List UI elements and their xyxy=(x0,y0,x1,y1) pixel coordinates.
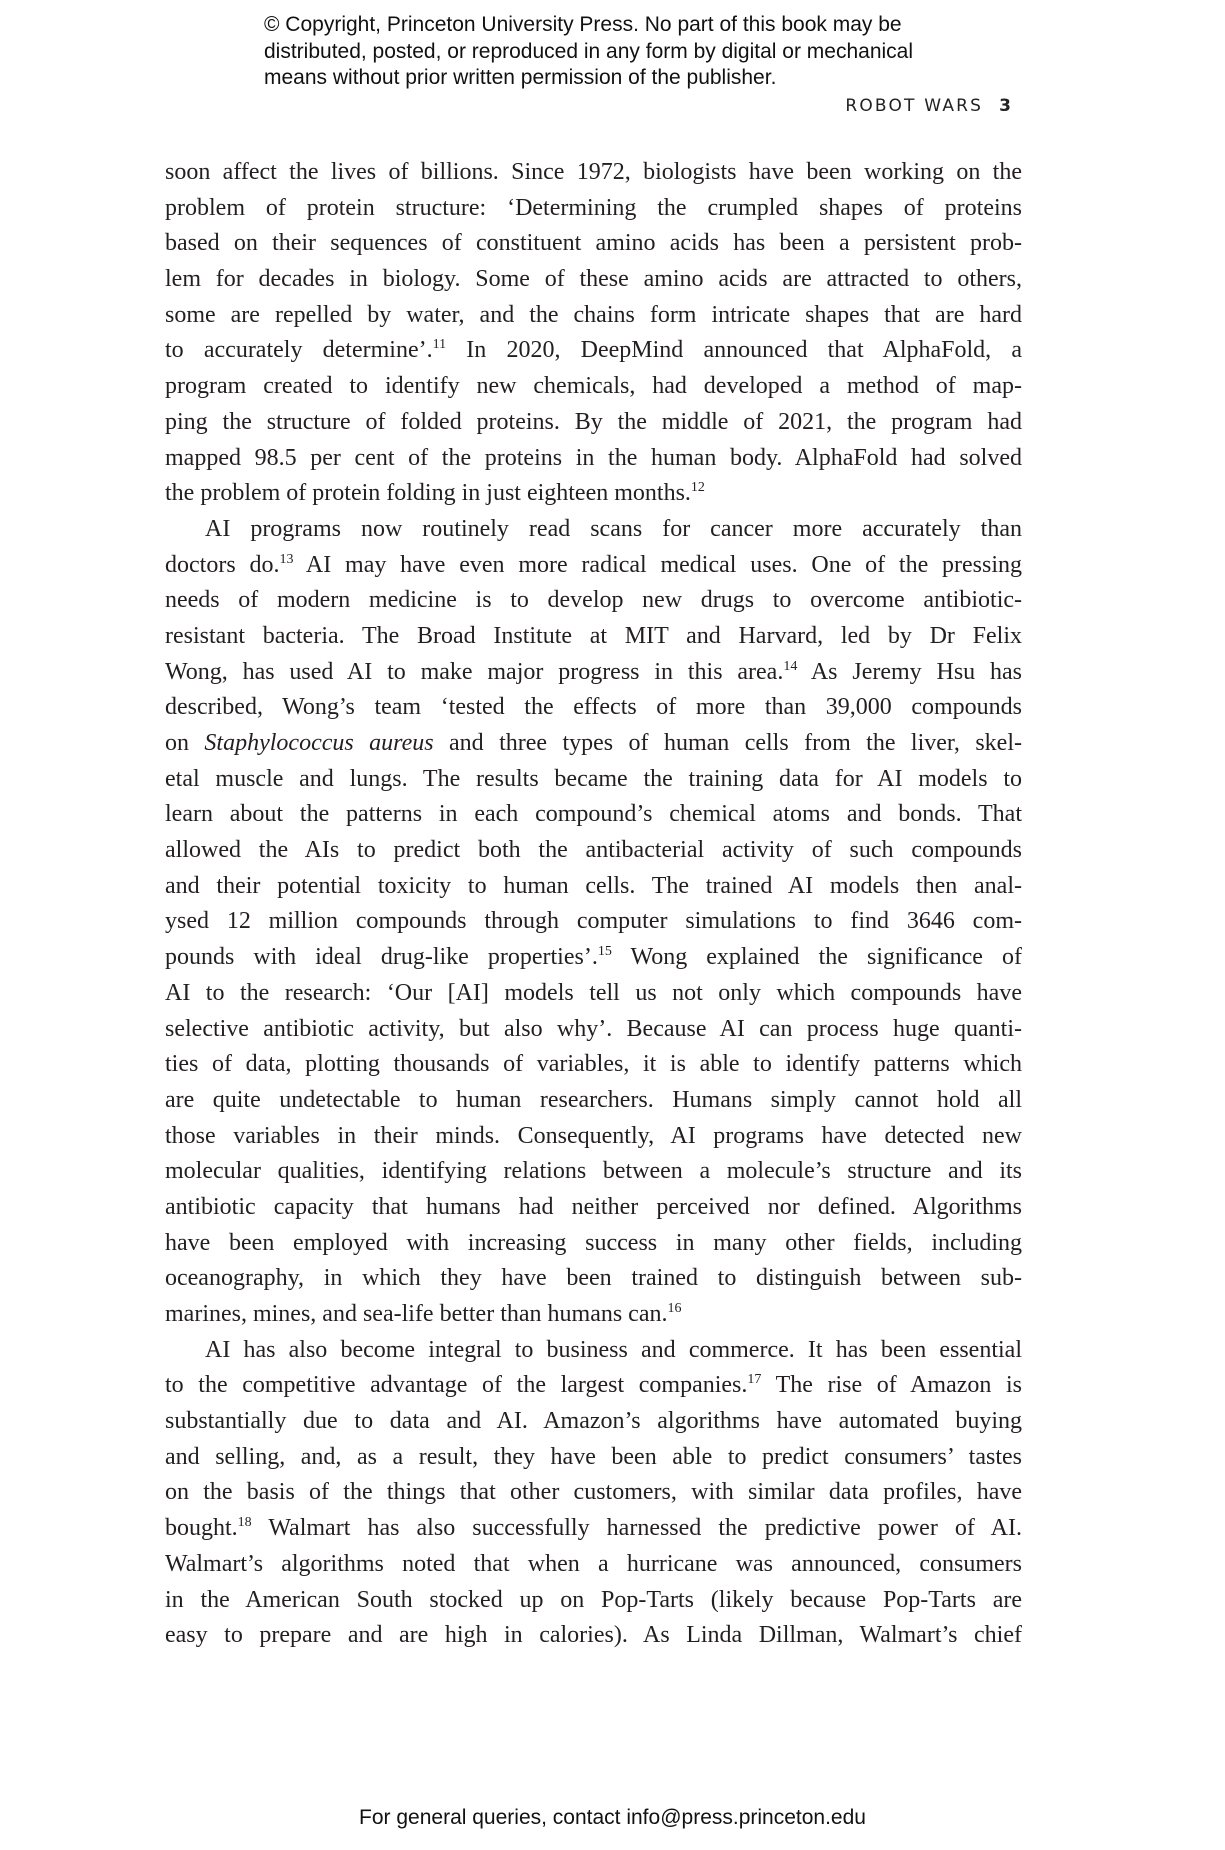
text-run: some are repelled by water, and the chains form intricate shapes that are hard xyxy=(165,301,1022,328)
text-run: substantially due to data and AI. Amazon’s algorithms have automated buying xyxy=(165,1408,1022,1435)
text-run: ping the structure of folded proteins. By the middle of 2021, the program had xyxy=(165,408,1022,435)
footnote-ref: 15 xyxy=(597,944,612,960)
text-run: ysed 12 million compounds through computer simulations to find 3646 com- xyxy=(165,908,1022,935)
footnote-ref: 17 xyxy=(747,1372,762,1388)
text-run: learn about the patterns in each compound’s chemical atoms and bonds. That xyxy=(165,801,1022,828)
text-line xyxy=(165,1047,1022,1083)
text-run: Walmart’s algorithms noted that when a hurricane was announced, consumers xyxy=(165,1550,1022,1577)
text-run: problem of protein structure: ‘Determining the crumpled shapes of proteins xyxy=(165,194,1022,221)
text-run: lem for decades in biology. Some of these amino acids are attracted to others, xyxy=(165,266,1022,293)
text-run: resistant bacteria. The Broad Institute at MIT and Harvard, led by Dr Felix xyxy=(165,622,1022,649)
text-run: on xyxy=(165,730,205,756)
text-line xyxy=(165,1297,1022,1333)
text-line xyxy=(165,405,1022,441)
text-line xyxy=(165,619,1022,655)
text-line xyxy=(165,1190,1022,1226)
text-run: have been employed with increasing success in many other fields, including xyxy=(165,1229,1022,1256)
copyright-line: means without prior written permission of the publisher. xyxy=(264,66,777,89)
text-line xyxy=(165,797,1022,833)
text-line xyxy=(165,690,1022,726)
text-run: easy to prepare and are high in calories). As Linda Dillman, Walmart’s chief xyxy=(165,1622,1022,1649)
text-run: molecular qualities, identifying relations between a molecule’s structure and its xyxy=(165,1158,1022,1185)
text-line xyxy=(165,333,1022,369)
text-run: AI to the research: ‘Our [AI] models tell us not only which compounds have xyxy=(165,979,1022,1006)
text-line xyxy=(165,1154,1022,1190)
text-line xyxy=(165,476,1022,512)
text-run: those variables in their minds. Consequently, AI programs have detected new xyxy=(165,1122,1022,1149)
footnote-ref: 14 xyxy=(783,658,798,674)
footnote-ref: 16 xyxy=(667,1301,682,1316)
text-run: AI may have even more radical medical uses. One of the pressing xyxy=(293,551,1023,578)
text-run: In 2020, DeepMind announced that AlphaFold, a xyxy=(446,337,1023,364)
text-run: The rise of Amazon is xyxy=(761,1372,1023,1399)
text-line xyxy=(165,1012,1022,1048)
text-run: mapped 98.5 per cent of the proteins in the human body. AlphaFold had solved xyxy=(165,444,1022,471)
text-line xyxy=(165,512,1022,548)
text-run: needs of modern medicine is to develop new drugs to overcome antibiotic- xyxy=(165,587,1022,614)
text-run: to the competitive advantage of the largest companies. xyxy=(165,1372,748,1399)
running-head-title: ROBOT WARS xyxy=(845,96,984,116)
text-line xyxy=(165,155,1022,191)
page-number: 3 xyxy=(999,96,1011,116)
text-run: and their potential toxicity to human cells. The trained AI models then anal- xyxy=(165,872,1022,899)
text-run: ties of data, plotting thousands of variables, it is able to identify patterns which xyxy=(165,1051,1022,1078)
text-run: soon affect the lives of billions. Since 1972, biologists have been working on the xyxy=(165,159,1022,185)
text-line xyxy=(165,191,1022,227)
footnote-ref: 13 xyxy=(279,551,294,567)
footnote-ref: 12 xyxy=(690,480,705,496)
text-run: allowed the AIs to predict both the antibacterial activity of such compounds xyxy=(165,837,1022,864)
text-line xyxy=(165,441,1022,477)
text-line xyxy=(165,262,1022,298)
text-line xyxy=(165,298,1022,334)
text-run: on the basis of the things that other customers, with similar data profiles, have xyxy=(165,1479,1022,1506)
text-line xyxy=(165,833,1022,869)
text-run: Walmart has also successfully harnessed the predictive power of AI. xyxy=(251,1515,1022,1542)
text-run: to accurately determine’. xyxy=(165,337,433,364)
running-head xyxy=(845,96,1011,116)
text-run: in the American South stocked up on Pop-Tarts (likely because Pop-Tarts are xyxy=(165,1586,1022,1613)
text-line xyxy=(165,1404,1022,1440)
text-line xyxy=(165,1440,1022,1476)
text-line xyxy=(165,1511,1022,1547)
text-run: bought. xyxy=(165,1515,238,1542)
footnote-ref: 11 xyxy=(432,337,447,353)
text-run: etal muscle and lungs. The results became the training data for AI models to xyxy=(165,765,1022,792)
text-run: and three types of human cells from the liver, skel- xyxy=(433,730,1022,756)
text-run: antibiotic capacity that humans had neither perceived nor defined. Algorithms xyxy=(165,1193,1022,1220)
text-line xyxy=(165,869,1022,905)
text-line xyxy=(165,1475,1022,1511)
text-line xyxy=(165,655,1022,691)
text-line xyxy=(165,1083,1022,1119)
text-run: pounds with ideal drug-like properties’. xyxy=(165,944,598,971)
text-run: Wong explained the significance of xyxy=(611,944,1022,971)
text-run: and selling, and, as a result, they have been able to predict consumers’ tastes xyxy=(165,1443,1022,1470)
text-line xyxy=(165,226,1022,262)
text-line xyxy=(165,1583,1022,1619)
text-line xyxy=(165,1226,1022,1262)
text-line xyxy=(165,726,1022,762)
text-line xyxy=(165,548,1022,584)
text-line xyxy=(165,1333,1022,1369)
text-line xyxy=(165,762,1022,798)
text-line xyxy=(165,976,1022,1012)
copyright-notice xyxy=(264,12,913,92)
text-run: Wong, has used AI to make major progress in this area. xyxy=(165,658,784,685)
text-line xyxy=(165,940,1022,976)
text-run: based on their sequences of constituent amino acids has been a persistent prob- xyxy=(165,230,1022,257)
text-run: described, Wong’s team ‘tested the effects of more than 39,000 compounds xyxy=(165,694,1022,721)
text-run: selective antibiotic activity, but also why’. Because AI can process huge quanti- xyxy=(165,1015,1022,1042)
text-line xyxy=(165,1618,1022,1654)
text-run: are quite undetectable to human researchers. Humans simply cannot hold all xyxy=(165,1086,1022,1113)
footer-contact: For general queries, contact info@press.princeton.edu xyxy=(359,1806,866,1829)
text-line xyxy=(165,583,1022,619)
body-text xyxy=(165,155,1022,1654)
italic-text: Staphylococcus aureus xyxy=(204,730,434,756)
copyright-line: distributed, posted, or reproduced in any form by digital or mechanical xyxy=(264,39,914,63)
text-line xyxy=(165,1547,1022,1583)
text-run: oceanography, in which they have been trained to distinguish between sub- xyxy=(165,1265,1022,1292)
text-run: As Jeremy Hsu has xyxy=(797,658,1022,685)
text-run: AI programs now routinely read scans for cancer more accurately than xyxy=(205,515,1022,542)
text-run: AI has also become integral to business and commerce. It has been essential xyxy=(205,1336,1022,1363)
text-line xyxy=(165,904,1022,940)
copyright-line: © Copyright, Princeton University Press. No part of this book may be xyxy=(264,13,902,36)
text-run: program created to identify new chemicals, had developed a method of map- xyxy=(165,373,1022,400)
footnote-ref: 18 xyxy=(237,1515,252,1531)
text-line xyxy=(165,1261,1022,1297)
text-line xyxy=(165,1119,1022,1155)
text-run: marines, mines, and sea-life better than humans can. xyxy=(165,1301,668,1327)
text-run: the problem of protein folding in just eighteen months. xyxy=(165,480,691,507)
text-line xyxy=(165,1368,1022,1404)
text-run: doctors do. xyxy=(165,551,280,578)
text-line xyxy=(165,369,1022,405)
